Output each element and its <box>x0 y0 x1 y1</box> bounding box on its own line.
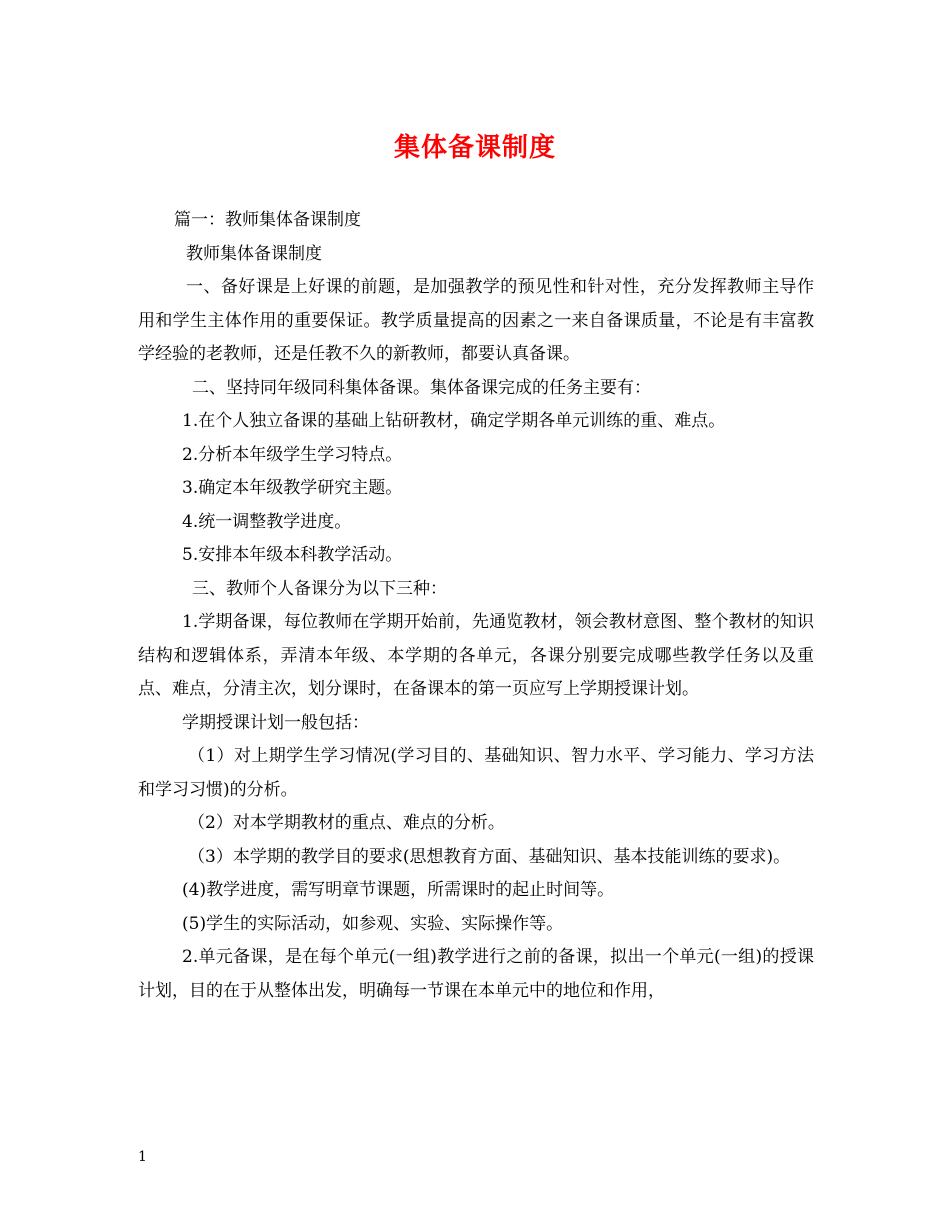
paragraph-plan-item: （3）本学期的教学目的要求(思想教育方面、基础知识、基本技能训练的要求)。 <box>188 846 791 867</box>
paragraph-plan-item: (5)学生的实际活动，如参观、实验、实际操作等。 <box>182 913 564 934</box>
paragraph-semester-prep: 1.学期备课，每位教师在学期开始前，先通览教材，领会教材意图、整个教材的知识结构和逻辑体系，弄清本年级、本学期的各单元，各课分别要完成哪些教学任务以及重点、难点，分清主次，划分课时，在备课本的第一页应写上学期授课计划。 <box>138 612 814 699</box>
paragraph-list-item: 2.分析本年级学生学习特点。 <box>182 444 403 465</box>
paragraph-point-1: 一、备好课是上好课的前题，是加强教学的预见性和针对性，充分发挥教师主导作用和学生主体作用的重要保证。教学质量提高的因素之一来自备课质量，不论是有丰富教学经验的老教师，还是任教不久的新教师，都要认真备课。 <box>138 277 814 364</box>
paragraph-list-item: 5.安排本年级本科教学活动。 <box>182 545 403 565</box>
paragraph-plan-item: （1）对上期学生学习情况(学习目的、基础知识、智力水平、学习能力、学习方法和学习习惯)的分析。 <box>138 746 814 800</box>
paragraph-list-item: 4.统一调整教学进度。 <box>182 511 352 532</box>
document-body <box>138 204 814 1008</box>
paragraph-plan-intro: 学期授课计划一般包括： <box>182 712 369 733</box>
paragraph-plan-item: （2）对本学期教材的重点、难点的分析。 <box>188 813 505 833</box>
paragraph-subtitle: 教师集体备课制度 <box>186 243 322 264</box>
paragraph-point-2: 二、坚持同年级同科集体备课。集体备课完成的任务主要有： <box>192 377 651 398</box>
document-title: 集体备课制度 <box>393 133 556 163</box>
paragraph-section-heading: 篇一：教师集体备课制度 <box>174 210 361 230</box>
paragraph-list-item: 1.在个人独立备课的基础上钻研教材，确定学期各单元训练的重、难点。 <box>182 411 726 431</box>
paragraph-list-item: 3.确定本年级教学研究主题。 <box>182 478 403 498</box>
paragraph-point-3: 三、教师个人备课分为以下三种： <box>192 578 447 599</box>
paragraph-unit-prep: 2.单元备课，是在每个单元(一组)教学进行之前的备课，拟出一个单元(一组)的授课计划，目的在于从整体出发，明确每一节课在本单元中的地位和作用， <box>138 947 814 1001</box>
paragraph-plan-item: (4)教学进度，需写明章节课题，所需课时的起止时间等。 <box>182 880 615 900</box>
page-number: 1 <box>138 1149 147 1165</box>
